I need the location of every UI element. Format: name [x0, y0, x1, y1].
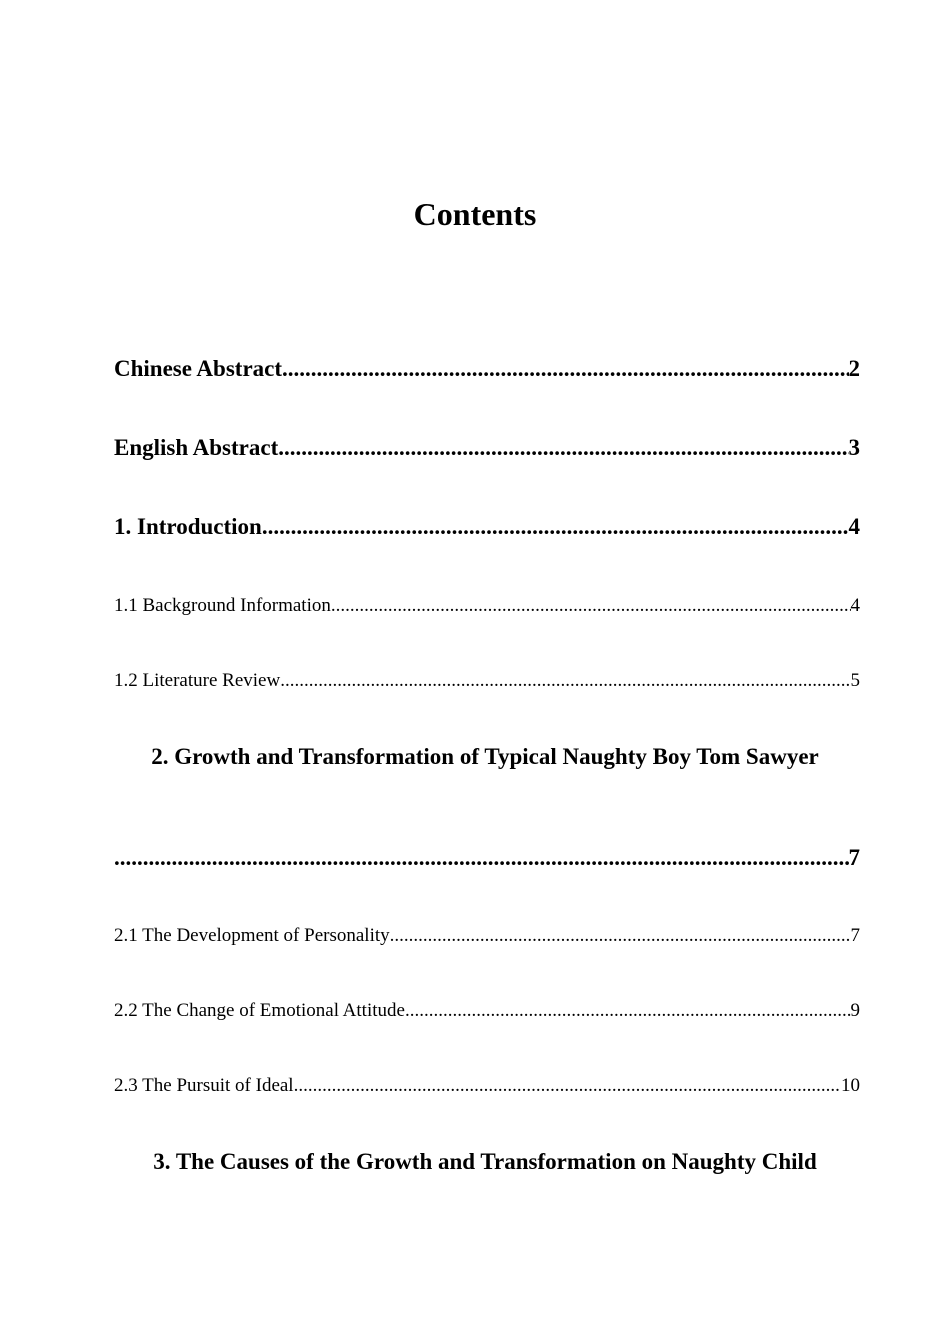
toc-entry-label: 1. Introduction — [114, 514, 262, 539]
toc-page-number: 10 — [841, 1075, 860, 1096]
toc-dot-leader — [282, 353, 848, 385]
toc-entry-development-of-personality[interactable] — [114, 923, 860, 949]
toc-page-number: 4 — [848, 514, 860, 539]
toc-page-number: 7 — [850, 925, 860, 946]
toc-entry-change-of-emotional-attitude[interactable] — [114, 998, 860, 1024]
toc-entry-label: Chinese Abstract — [114, 356, 283, 381]
toc-entry-label: 2.2 The Change of Emotional Attitude — [114, 1000, 405, 1021]
toc-page-number: 7 — [848, 845, 860, 870]
toc-entry-label: English Abstract — [114, 435, 279, 460]
toc-page-number: 2 — [848, 356, 860, 381]
toc-dot-leader — [280, 668, 850, 694]
toc-page-number: 3 — [848, 435, 860, 460]
toc-entry-pursuit-of-ideal[interactable] — [114, 1073, 860, 1099]
toc-entry-growth-transformation-leader-line[interactable] — [114, 842, 860, 874]
toc-page-number: 5 — [850, 670, 860, 691]
toc-entry-causes-heading[interactable]: 3. The Causes of the Growth and Transformation on Naughty Child — [153, 1149, 817, 1174]
toc-entry-chinese-abstract[interactable] — [114, 353, 860, 385]
toc-entry-label: 2.3 The Pursuit of Ideal — [114, 1075, 294, 1096]
toc-page-number: 4 — [850, 595, 860, 616]
toc-entry-english-abstract[interactable] — [114, 432, 860, 464]
toc-dot-leader — [278, 432, 848, 464]
toc-dot-leader — [390, 923, 851, 949]
toc-entry-label: 2.1 The Development of Personality — [114, 925, 390, 946]
toc-entry-literature-review[interactable] — [114, 668, 860, 694]
toc-page-number: 9 — [850, 1000, 860, 1021]
toc-dot-leader — [331, 593, 851, 619]
toc-entry-growth-transformation-heading[interactable]: 2. Growth and Transformation of Typical Naughty Boy Tom Sawyer — [151, 744, 819, 769]
page-title: Contents — [413, 196, 537, 232]
toc-entry-label: 1.2 Literature Review — [114, 670, 281, 691]
toc-dot-leader — [114, 842, 849, 874]
toc-entry-introduction[interactable] — [114, 511, 860, 543]
toc-dot-leader — [405, 998, 851, 1024]
toc-dot-leader — [262, 511, 849, 543]
toc-dot-leader — [294, 1073, 841, 1099]
toc-entry-label: 1.1 Background Information — [114, 595, 331, 616]
toc-entry-background-information[interactable] — [114, 593, 860, 619]
